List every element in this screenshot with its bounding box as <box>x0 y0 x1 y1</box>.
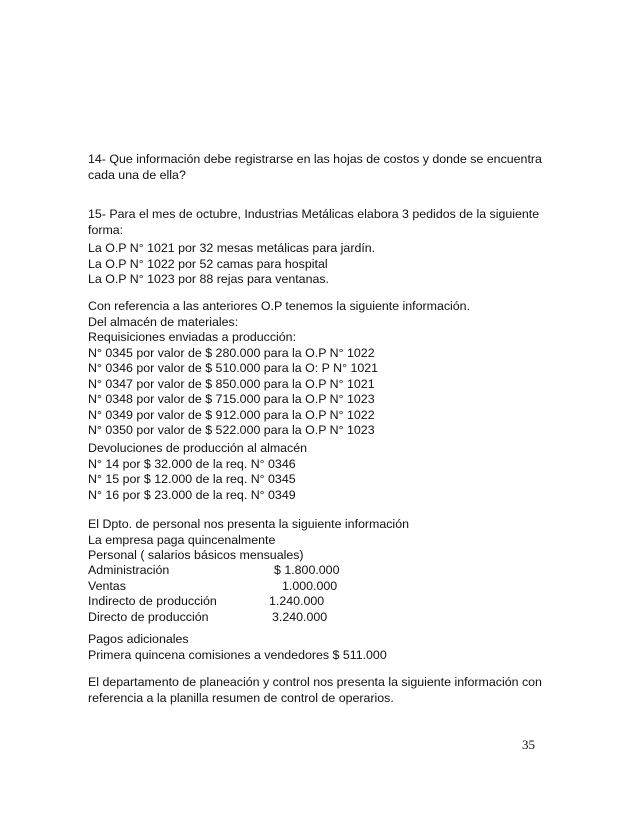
return-line: N° 15 por $ 12.000 de la req. N° 0345 <box>88 472 296 486</box>
question-14: 14- Que información debe registrarse en las hojas de costos y donde se encuentra cada una de ella? <box>88 152 542 182</box>
page-number: 35 <box>522 737 535 752</box>
additional-payments <box>88 632 553 663</box>
personnel-section <box>88 517 553 564</box>
salary-value: 3.240.000 <box>272 609 328 624</box>
order-line: La O.P N° 1022 por 52 camas para hospital <box>88 256 328 271</box>
question-15: 15- Para el mes de octubre, Industrias Metálicas elabora 3 pedidos de la siguiente forma: <box>88 207 540 237</box>
orders-list <box>88 241 553 288</box>
return-line: N° 14 por $ 32.000 de la req. N° 0346 <box>88 456 296 471</box>
planning-paragraph: El departamento de planeación y control nos presenta la siguiente información con referencia a la planilla resumen de control de operarios. <box>88 675 542 705</box>
salary-value: 1.240.000 <box>269 594 325 608</box>
return-line: N° 16 por $ 23.000 de la req. N° 0349 <box>88 487 296 502</box>
requisition-line: N° 0346 por valor de $ 510.000 para la O: P N° 1021 <box>88 361 379 375</box>
requisition-line: N° 0348 por valor de $ 715.000 para la O.P N° 1023 <box>88 392 375 406</box>
salary-label: Ventas <box>88 578 126 593</box>
requisition-line: N° 0349 por valor de $ 912.000 para la O.P N° 1022 <box>88 407 375 422</box>
materials-line: Del almacén de materiales: <box>88 314 239 329</box>
salary-value: $ 1.800.000 <box>274 563 340 577</box>
requisition-line: N° 0347 por valor de $ 850.000 para la O.P N° 1021 <box>88 376 375 391</box>
requisition-line: N° 0345 por valor de $ 280.000 para la O.P N° 1022 <box>88 345 375 360</box>
returns-heading: Devoluciones de producción al almacén <box>88 441 308 455</box>
additional-line: Primera quincena comisiones a vendedores $ 511.000 <box>88 647 387 662</box>
salary-label: Directo de producción <box>88 609 209 624</box>
materials-line: Requisiciones enviadas a producción: <box>88 330 297 344</box>
salary-value: 1.000.000 <box>282 578 338 593</box>
additional-heading: Pagos adicionales <box>88 632 189 646</box>
requisition-line: N° 0350 por valor de $ 522.000 para la O.P N° 1023 <box>88 423 375 437</box>
order-line: La O.P N° 1023 por 88 rejas para ventanas. <box>88 272 329 286</box>
salary-label: Administración <box>88 563 170 577</box>
returns-section <box>88 441 553 503</box>
salary-label: Indirecto de producción <box>88 594 217 608</box>
materials-section <box>88 299 553 439</box>
personnel-line: La empresa paga quincenalmente <box>88 532 276 547</box>
order-line: La O.P N° 1021 por 32 mesas metálicas para jardín. <box>88 241 376 255</box>
materials-line: Con referencia a las anteriores O.P tenemos la siguiente información. <box>88 299 471 313</box>
personnel-line: El Dpto. de personal nos presenta la siguiente información <box>88 517 409 531</box>
personnel-line: Personal ( salarios básicos mensuales) <box>88 548 304 562</box>
